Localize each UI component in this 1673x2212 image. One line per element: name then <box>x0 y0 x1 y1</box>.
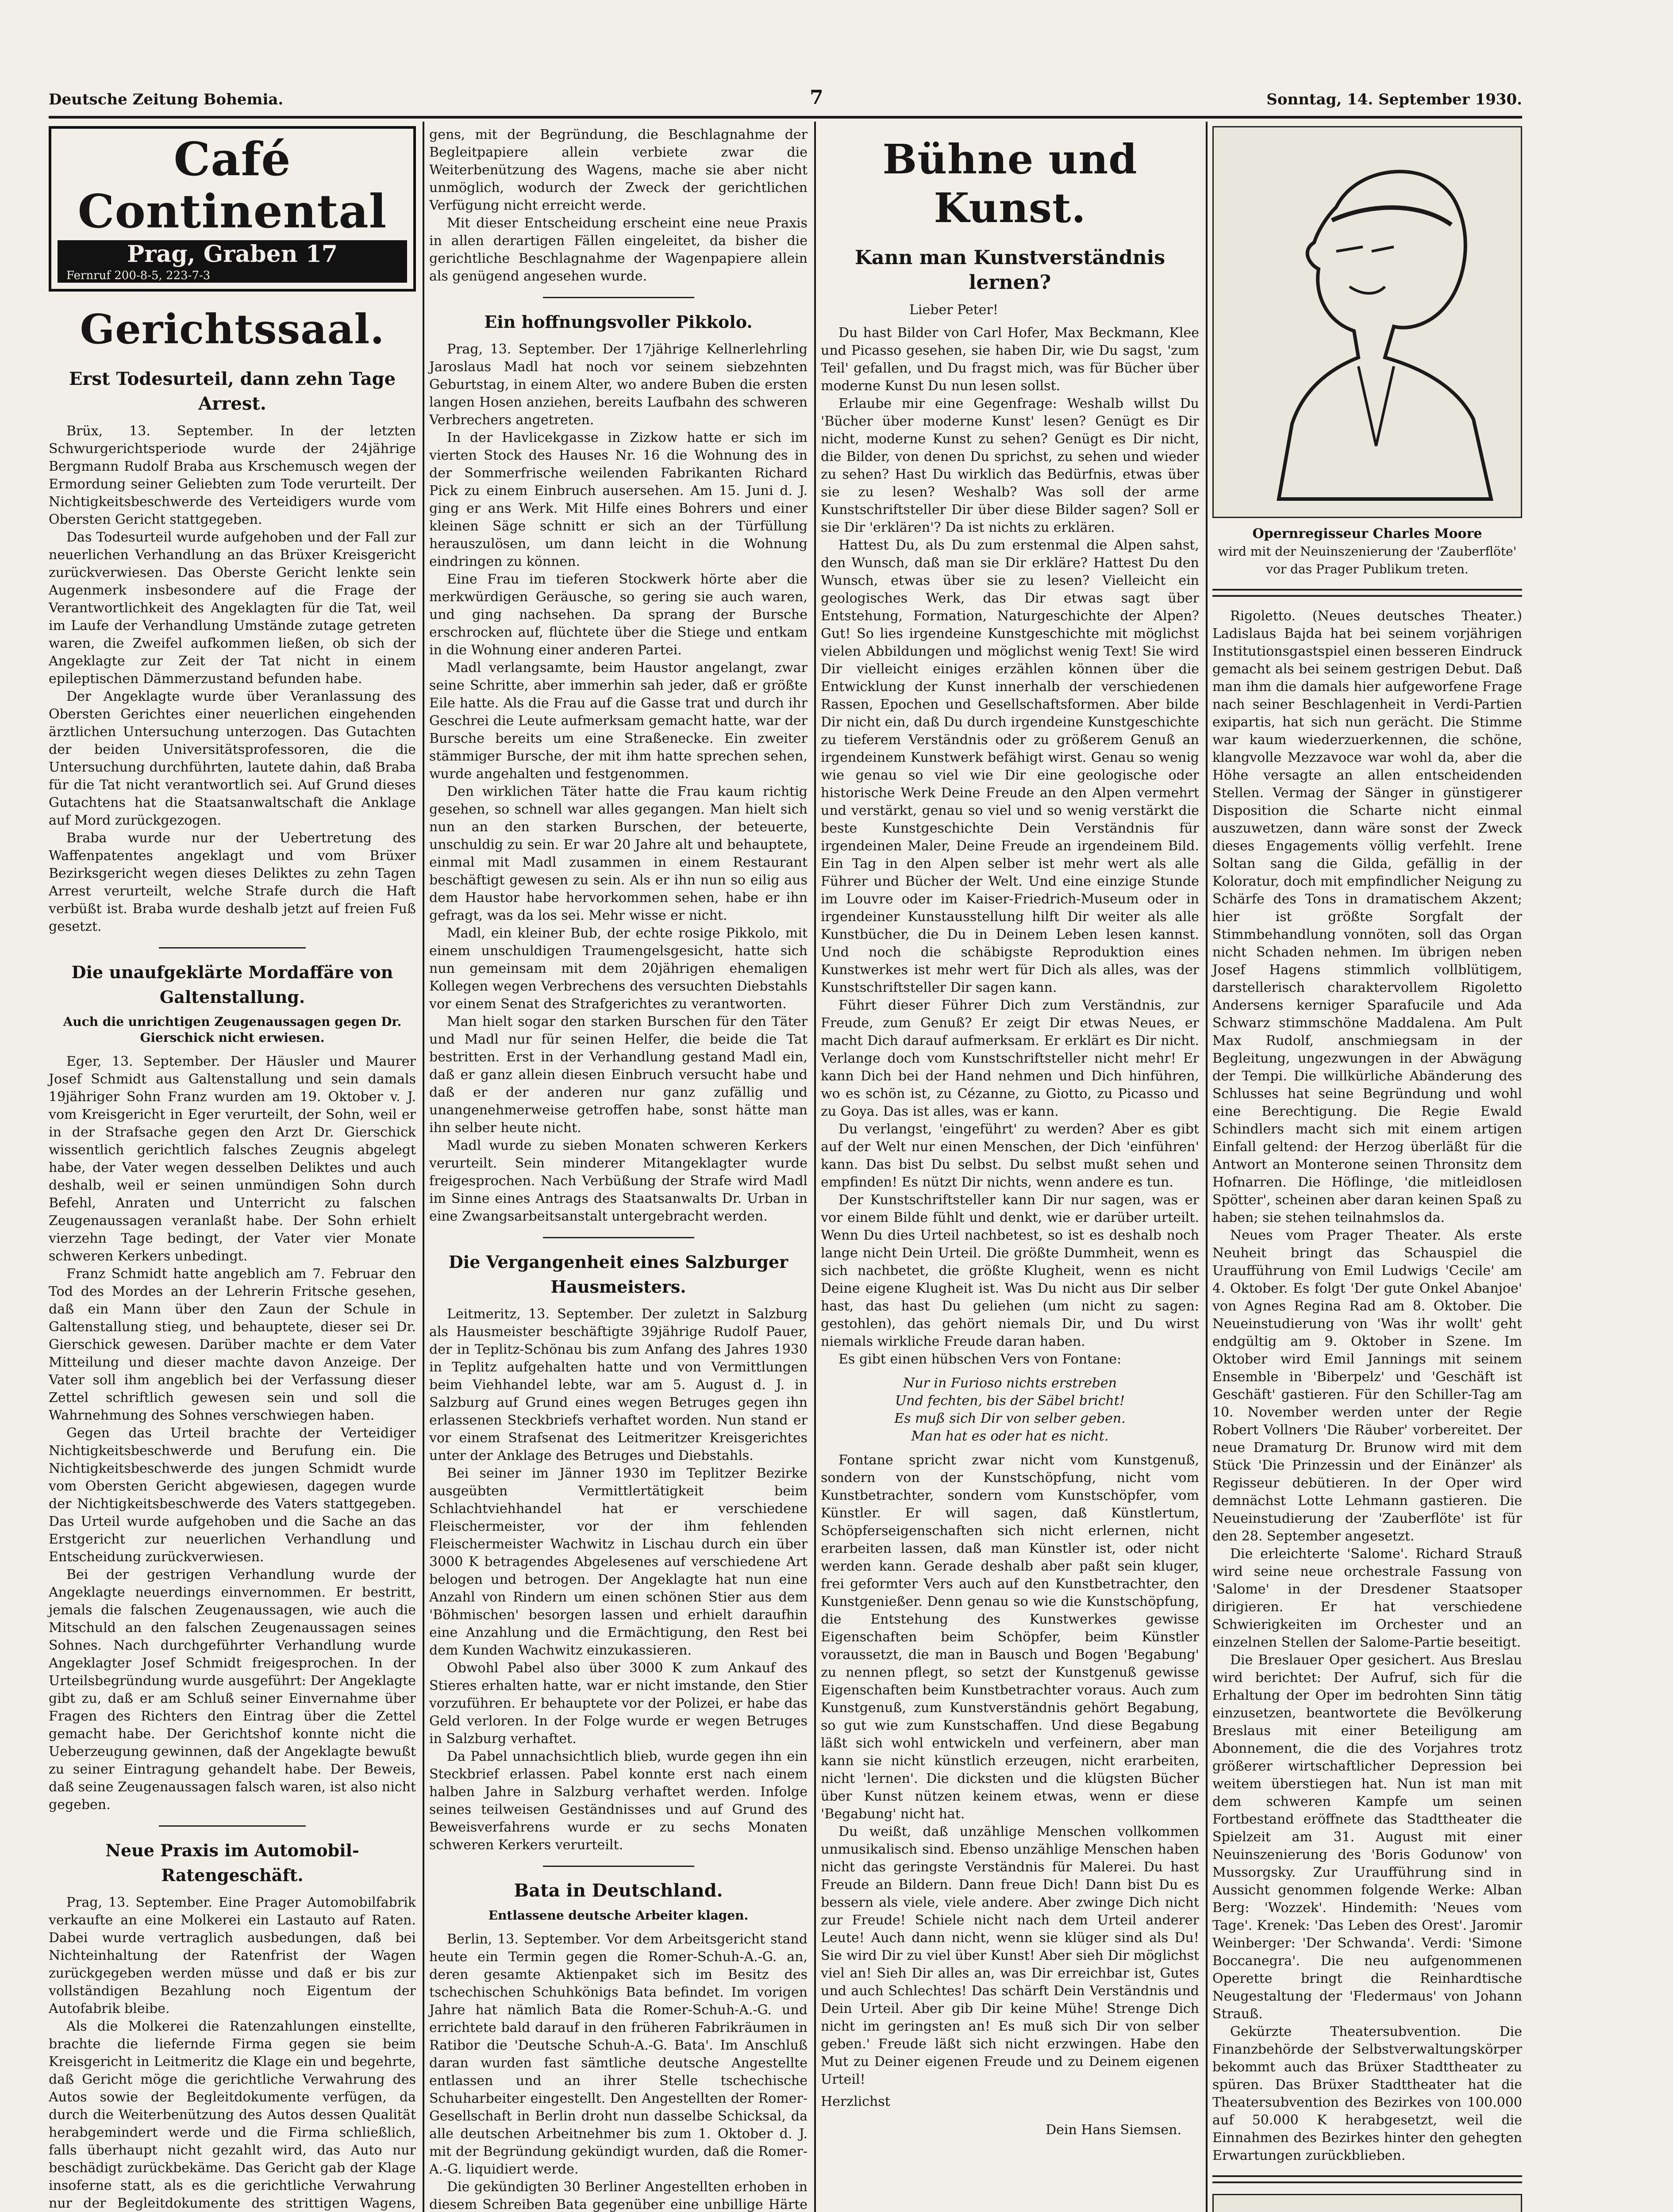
article-title: Ein hoffnungsvoller Pikkolo. <box>484 312 753 332</box>
paragraph: Der Kunstschriftsteller kann Dir nur sagen, was er vor einem Bilde fühlt und denkt, wie er darüber urteilt. Wenn Du dies Urteil nachbetest, so ist es deshalb noch lange nicht Dein Urteil. Die größte Dummheit, wenn es sich nachbetet, die größte Klugheit, wenn es nicht Deine eigene Klugheit ist. Was Du nicht aus Dir selber hast, das hast Du geliehen (um nicht zu sagen: gestohlen), das gehört niemals Dir, und Du wirst niemals wirkliche Freude daran haben. <box>821 1192 1199 1349</box>
paper-name: Deutsche Zeitung Bohemia. <box>49 91 284 108</box>
paragraph: Den wirklichen Täter hatte die Frau kaum richtig gesehen, so schnell war alles gegangen. Man hielt sich nun an den starken Burschen, der beteuerte, unschuldig zu sein. Er war 20 Jahre alt und behauptete, einmal mit Madl zusammen in einem Restaurant beschäftigt gewesen zu sein. Als er ihn nun so eilig aus dem Haustor habe hervorkommen sehen, habe er ihn gefragt, was da los sei. Mehr wisse er nicht. <box>429 784 808 923</box>
paragraph: Die gekündigten 30 Berliner Angestellten erhoben in diesem Schreiben Bata gegenüber eine unbillige Härte <box>429 2179 808 2212</box>
column-3 <box>821 126 1199 2139</box>
verse-line: Nur in Furioso nichts erstreben <box>903 1375 1117 1391</box>
paragraph: Es gibt einen hübschen Vers von Fontane: <box>838 1352 1122 1367</box>
verse-line: Es muß sich Dir von selber geben. <box>894 1411 1126 1426</box>
paragraph: Mit dieser Entscheidung erscheint eine neue Praxis in allen derartigen Fällen eingeleitet, da bisher die gerichtliche Beschlagnahme der Wagenpapiere allein als genügend angesehen wurde. <box>429 215 808 284</box>
paragraph: Die erleichterte 'Salome'. Richard Strauß wird seine neue orchestrale Fassung von 'Salome' in der Dresdener Staatsoper dirigieren. Er hat verschiedene Schwierigkeiten im Orchester und an einzelnen Stellen der Salome-Partie beseitigt. <box>1212 1546 1522 1650</box>
paragraph: Erlaube mir eine Gegenfrage: Weshalb willst Du 'Bücher über moderne Kunst' lesen? Genügt es Dir nicht, moderne Kunst zu sehen? Genügt es Dir nicht, die Bilder, von denen Du sprichst, zu sehen und wieder zu sehen? Hast Du wirklich das Bedürfnis, etwas über sie zu lesen? Weshalb? Was soll der arme Kunstschriftsteller Dir über diese Bilder sagen? Soll er sie Dir 'erklären'? Da ist nichts zu erklären. <box>821 396 1199 535</box>
separator <box>159 1825 306 1827</box>
paragraph: Gekürzte Theatersubvention. Die Finanzbehörde der Selbstverwaltungskörper bekommt auch das Brüxer Stadttheater zu spüren. Das Brüxer Stadttheater hat die Theatersubvention des Bezirkes von 100.000 auf 50.000 K herabgesetzt, weil die Einnahmen des Bezirkes hinter den gehegten Erwartungen zurückblieben. <box>1212 2024 1522 2163</box>
paragraph: Fontane spricht zwar nicht vom Kunstgenuß, sondern von der Kunstschöpfung, nicht vom Kunstbetrachter, sondern vom Kunstschöpfer, vom Künstler. Er will sagen, daß Künstlertum, Schöpferseigenschaften sich nicht erlernen, nicht erarbeiten lassen, daß man Künstler ist, oder nicht werden kann. Gerade deshalb aber paßt sein kluger, frei geformter Vers auch auf den Kunstbetrachter, den Kunstgenießer. Denn genau so wie die Kunstschöpfung, die Entstehung des Kunstwerkes gewisse Eigenschaften beim Schöpfer, beim Künstler voraussetzt, die man in Bausch und Bogen 'Begabung' zu nennen pflegt, so setzt der Kunstgenuß gewisse Eigenschaften beim Kunstbetrachter voraus. Auch zum Kunstgenuß, zum Kunstverständnis gehört Begabung, so gut wie zum Kunstschaffen. Und diese Begabung läßt sich wohl entwickeln und verfeinern, aber man kann sie nicht künstlich erzeugen, nicht erarbeiten, nicht 'lernen'. Die dicksten und die klügsten Bücher über Kunst nützen keinem etwas, wenn er diese 'Begabung' nicht hat. <box>821 1452 1199 1822</box>
paragraph: Prag, 13. September. Eine Prager Automobilfabrik verkaufte an eine Molkerei ein Lastauto auf Raten. Dabei wurde vertraglich ausbedungen, daß bei Nichteinhaltung der Ratenfrist der Wagen zurückgegeben werden müsse und daß er bis zur vollständigen Bezahlung noch Eigentum der Autofabrik bleibe. <box>49 1895 416 2016</box>
masthead <box>49 86 1522 113</box>
column-rule <box>423 122 424 2212</box>
article-title: Neue Praxis im Automobil-Ratengeschäft. <box>105 1840 359 1885</box>
paragraph: Als die Molkerei die Ratenzahlungen einstellte, brachte die liefernde Firma gegen sie beim Kreisgericht in Leitmeritz die Klage ein und begehrte, daß Gericht möge die gerichtliche Verwahrung des Autos sowie der Begleitdokumente verfügen, da durch die Weiterbenützung des Autos dessen Qualität herabgemindert werde und die Firma schließlich, falls überhaupt nicht gezahlt wird, das Auto nur beschädigt zurückbekäme. Das Gericht gab der Klage insoferne statt, als es die gerichtliche Verwahrung nur der Begleitdokumente des strittigen Wagens, <box>49 2019 416 2211</box>
paragraph: Die Breslauer Oper gesichert. Aus Breslau wird berichtet: Der Aufruf, sich für die Erhaltung der Oper im bedrohten Sinn tätig einzusetzen, beantwortete die Bevölkerung Breslaus mit einer Beteiligung am Abonnement, die die des Vorjahres trotz größerer wirtschaftlicher Depression bei weitem überstiegen hat. Nun ist man mit dem schweren Kampfe um seinen Fortbestand eröffnete das Stadttheater die Spielzeit am 31. August mit einer Neuinszenierung des 'Boris Godunow' von Mussorgsky. Zur Uraufführung sind in Aussicht genommen folgende Werke: Alban Berg: 'Wozzek'. Hindemith: 'Neues vom Tage'. Krenek: 'Das Leben des Orest'. Jaromir Weinberger: 'Der Schwanda'. Verdi: 'Simone Boccanegra'. Die neu aufgenommenen Operette bringt die Reinhardtische Neugestaltung der 'Fledermaus' von Johann Strauß. <box>1212 1652 1522 2022</box>
paragraph: Neues vom Prager Theater. Als erste Neuheit bringt das Schauspiel die Uraufführung von Emil Ludwigs 'Cecile' am 4. Oktober. Es folgt 'Der gute Onkel Abanjoe' von Agnes Regina Rad am 8. Oktober. Die Neueinstudierung von 'Was ihr wollt' geht endgültig am 9. Oktober in Szene. Im Oktober wird Emil Jannings mit seinem Ensemble in 'Biberpelz' und 'Geschäft ist Geschäft' gastieren. Für den Schiller-Tag am 10. November werden unter der Regie Robert Vollners 'Die Räuber' vorbereitet. Der neue Dramaturg Dr. Brunow wird mit dem Stück 'Die Prinzessin und der Einänzer' als Regisseur debütieren. In der Oper wird demnächst Lotte Lehmann gastieren. Die Neueinstudierung der 'Zauberflöte' ist für den 28. September angesetzt. <box>1212 1228 1522 1544</box>
paragraph: Das Todesurteil wurde aufgehoben und der Fall zur neuerlichen Verhandlung an das Brüxer Kreisgericht zurückverwiesen. Das Oberste Gericht lenkte sein Augenmerk insbesondere auf die Frage der Verantwortlichkeit des Angeklagten für die Tat, weil im Laufe der Verhandlung Umstände zutage getreten waren, die Zweifel aufkommen ließen, ob sich der Angeklagte zur Zeit der Tat nicht in einem epileptischen Dämmerzustand befunden habe. <box>49 530 416 687</box>
paragraph: Prag, 13. September. Der 17jährige Kellnerlehrling Jaroslaus Madl hat noch vor seinem siebzehnten Geburtstag, in einem Alter, wo andere Buben die ersten langen Hosen anziehen, bereits Laufbahn des schweren Verbrechers angetreten. <box>429 342 808 428</box>
portrait-sketch-icon <box>1226 136 1509 508</box>
verse-line: Man hat es oder hat es nicht. <box>911 1429 1109 1444</box>
paragraph: In der Havlicekgasse in Zizkow hatte er sich im vierten Stock des Hauses Nr. 16 die Wohnung des in der Sommerfrische weilenden Fabrikanten Richard Pick zu einem Einbruch ausersehen. Am 15. Juni d. J. ging er ans Werk. Mit Hilfe eines Bohrers und einer kleinen Säge schnitt er sich an der Türfüllung herauszulösen, um dann leicht in die Wohnung eindringen zu können. <box>429 430 808 569</box>
portrait-caption-title: Opernregisseur Charles Moore <box>1252 526 1482 541</box>
paragraph: Gegen das Urteil brachte der Verteidiger Nichtigkeitsbeschwerde und Berufung ein. Die Nichtigkeitsbeschwerde des jungen Schmidt wurde vom Obersten Gericht abgewiesen, dagegen wurde der Nichtigkeitsbeschwerde des Vaters stattgegeben. Das Urteil wurde aufgehoben und die Sache an das Erstgericht zur neuerlichen Verhandlung und Entscheidung zurückverwiesen. <box>49 1425 416 1565</box>
article-subtitle: Entlassene deutsche Arbeiter klagen. <box>488 1908 749 1923</box>
separator <box>543 297 694 298</box>
paragraph: Hattest Du, als Du zum erstenmal die Alpen sahst, den Wunsch, daß man sie Dir erkläre? Hattest Du den Wunsch, etwas über sie zu lesen? Vielleicht ein geologisches Werk, das Dir etwas sagt über Entstehung, Formation, Naturgeschichte der Alpen? Gut! So lies irgendeine Kunstgeschichte mit möglichst vielen Abbildungen und möglichst wenig Text! Sie wird Dir vielleicht einiges erzählen können über die Entwicklung der Kunst innerhalb der verschiedenen Rassen, Epochen und Gesellschaftsformen. Aber bilde Dir nicht ein, daß Du durch irgendeine Kunstgeschichte zu tieferem Verständnis oder zu größerem Genuß an irgendeinem Kunstwerk befähigt wirst. Genau so wenig wie genau so viel wie Dir eine geologische oder historische Werk Deine Freude an den Alpen vermehrt und verstärkt, genau so viel und so wenig verstärkt die beste Kunstgeschichte Dein Verständnis für irgendeinen Maler, Deine Freude an irgendeinem Bild. Ein Tag in den Alpen selber ist mehr wert als alle Führer und Bücher der Welt. Und eine einzige Stunde im Louvre oder im Kaiser-Friedrich-Museum oder in irgendeiner Kunstausstellung hilft Dir weiter als alle Kunstbücher, die Du in Deinem Leben lesen kannst. Und noch die schäbigste Reproduktion eines Kunstwerkes ist mehr wert für Dich als alles, was der Kunstschriftsteller Dir sagen kann. <box>821 538 1199 995</box>
paragraph: Man hielt sogar den starken Burschen für den Täter und Madl nur für seinen Helfer, die beide die Tat bestritten. Erst in der Verhandlung gestand Madl ein, daß er ganz allein diesen Einbruch versucht habe und daß er der anderen nur ganz zufällig und unangenehmerweise getroffen habe, sonst hätte man ihn selber heute nicht. <box>429 1014 808 1136</box>
article-title: Die unaufgeklärte Mordaffäre von Galtenstallung. <box>71 962 393 1007</box>
section-heading: Gerichtssaal. <box>80 305 385 353</box>
ad-address: Prag, Graben 17 <box>58 240 407 269</box>
paragraph: Madl, ein kleiner Bub, der echte rosige Pikkolo, mit einem unschuldigen Traumengelsgesicht, hatte sich nun gemeinsam mit dem 20jährigen ehemaligen Kollegen wegen Verbrechens des versuchten Diebstahls vor einem Senat des Strafgerichtes zu verantworten. <box>429 926 808 1012</box>
paragraph: Rigoletto. (Neues deutsches Theater.) Ladislaus Bajda hat bei seinem vorjährigen Institutionsgastspiel einen besseren Eindruck gemacht als bei seinem gestrigen Debut. Daß man ihm die damals hier aufgeworfene Frage nach seiner Beschlagenheit in Verdi-Partien exipartis, hat sich nun gerächt. Die Stimme war kaum wiederzuerkennen, die schöne, klangvolle Mezzavoce war wohl da, aber die Höhe versagte an allen entscheidenden Stellen. Vermag der Sänger in günstigerer Disposition die Scharte nicht einmal auszuwetzen, dann wäre sonst der Zweck dieses Engagements völlig verfehlt. Irene Soltan sang die Gilda, gefällig in der Koloratur, doch mit empfindlicher Neigung zu Schärfe des Tons in dramatischem Akzent; hier ist größte Sorgfalt der Stimmbehandlung vonnöten, soll das Organ nicht Schaden nehmen. Im übrigen neben Josef Hagens stimmlich vollblütigem, darstellerisch charaktervollem Rigoletto Andersens kerniger Sparafucile und Ada Schwarz stimmschöne Maddalena. Am Pult Max Rudolf, anschmiegsam in der Begleitung, ungezwungen in der Abwägung der Tempi. Die willkürliche Abänderung des Schlusses hat seine Begründung und wohl eine Berechtigung. Die Regie Ewald Schindlers macht sich mit einem artigen Einfall geltend: der Herzog überläßt für die Antwort an Monterone seinen Thronsitz dem Hofnarren. Die Höflinge, 'die mitleidlosen Spötter', scheinen aber daran keinen Spaß zu haben; sie stehen teilnahmslos da. <box>1212 608 1522 1225</box>
paragraph: Madl wurde zu sieben Monaten schweren Kerkers verurteilt. Sein minderer Mitangeklagter wurde freigesprochen. Nach Verbüßung der Strafe wird Madl im Sinne eines Antrags des Staatsanwalts Dr. Urban in eine Zwangsarbeitsanstalt untergebracht werden. <box>429 1138 808 1224</box>
article-title: Bata in Deutschland. <box>514 1880 723 1901</box>
paragraph: Berlin, 13. September. Vor dem Arbeitsgericht stand heute ein Termin gegen die Romer-Schuh-A.-G. an, deren gesamte Aktienpaket sich im Besitz des tschechischen Schuhkönigs Bata befindet. Im vorigen Jahre hat nämlich Bata die Romer-Schuh-A.-G. und errichtete bald darauf in den früheren Fabrikräumen in Ratibor die 'Deutsche Schuh-A.-G. Bata'. Im Anschluß daran wurden fast sämtliche deutsche Angestellte entlassen und an ihrer Stelle tschechische Schuharbeiter eingestellt. Den Angestellten der Romer-Gesellschaft in Berlin droht nun dasselbe Schicksal, da alle deutschen Arbeitnehmer bis zum 1. Oktober d. J. mit der Begründung gekündigt wurden, daß die Romer-A.-G. liquidiert werde. <box>429 1932 808 2177</box>
paragraph: Du weißt, daß unzählige Menschen vollkommen unmusikalisch sind. Ebenso unzählige Menschen haben nicht das geringste Verständnis für Malerei. Du hast Freude an Bildern. Dann freue Dich! Dann bist Du es bessern als viele, viele andere. Aber zwinge Dich nicht zur Freude! Schiele nicht nach dem Urteil anderer Leute! Auch dann nicht, wenn sie klüger sind als Du! Sie wird Dir zu viel über Kunst! Aber sieh Dir möglichst viel an! Sieh Dir alles an, was Dir erreichbar ist, Gutes und auch Schlechtes! Das schärft Dein Verständnis und Dein Urteil. Aber gib Dir keine Mühe! Strenge Dich nicht im geringsten an! Es muß sich Dir von selber geben.' Freude läßt sich nicht erzwingen. Habe den Mut zu Deiner eigenen Freude und zu Deinem eigenen Urteil! <box>821 1824 1199 2087</box>
paragraph: Du verlangst, 'eingeführt' zu werden? Aber es gibt auf der Welt nur einen Menschen, der Dich 'einführen' kann. Das bist Du selbst. Du selbst mußt sehen und empfinden! Es nützt Dir nichts, wenn andere es tun. <box>821 1121 1199 1190</box>
separator <box>543 1866 694 1867</box>
separator <box>1212 589 1522 597</box>
paragraph: Madl verlangsamte, beim Haustor angelangt, zwar seine Schritte, aber immerhin sah jeder, daß er größte Eile hatte. Als die Frau auf die Gasse trat und durch ihr Geschrei die Leute aufmerksam gemacht hatte, war der Bursche bereits um eine Straßenecke. Ein zweiter stämmiger Bursche, der mit ihm hatte sprechen sehen, wurde angehalten und festgenommen. <box>429 660 808 782</box>
separator <box>159 947 306 949</box>
paragraph: Leitmeritz, 13. September. Der zuletzt in Salzburg als Hausmeister beschäftigte 39jährige Rudolf Pauer, der in Teplitz-Schönau bis zum Anfang des Jahres 1930 in Teplitz aufgehalten hatte und von Vermittlungen beim Viehhandel lebte, war am 5. August d. J. in Salzburg auf Grund eines wegen Betruges gegen ihn erlassenen Steckbriefs verhaftet worden. Nun stand er vor einem Strafsenat des Leitmeritzer Kreisgerichtes unter der Anklage des Betruges und Diebstahls. <box>429 1306 808 1463</box>
paragraph: Führt dieser Führer Dich zum Verständnis, zur Freude, zum Genuß? Er zeigt Dir etwas Neues, er macht Dich darauf aufmerksam. Er erklärt es Dir nicht. Verlange doch vom Kunstschriftsteller nicht mehr! Er kann Dich bei der Hand nehmen und Dich hinführen, wo es schön ist, zu Cézanne, zu Giotto, zu Picasso und zu Goya. Das ist alles, was er kann. <box>821 998 1199 1119</box>
paragraph: Bei seiner im Jänner 1930 im Teplitzer Bezirke ausgeübten Vermittlertätigkeit beim Schlachtviehhandel hat er verschiedene Fleischermeister, vor der ihm fehlenden Fleischermeister Wachwitz in Lischau durch ein über 3000 K betragendes Abgelesenes auf verschiedene Art belogen und betrogen. Der Angeklagte hat nun eine Anzahl von Rindern um einen schönen Stier aus dem 'Böhmischen' besorgen lassen und erhielt daraufhin eine Anzahlung und die Ermächtigung, den Rest bei dem Kunden Wachwitz einzukassieren. <box>429 1466 808 1658</box>
cartoon-sketch-icon <box>1221 2204 1513 2212</box>
ad-phone: Fernruf 200-8-5, 223-7-3 <box>58 269 407 283</box>
advertisement <box>49 126 416 292</box>
separator <box>543 1237 694 1238</box>
article-title: Die Vergangenheit eines Salzburger Hausmeisters. <box>448 1252 788 1297</box>
paragraph: Obwohl Pabel also über 3000 K zum Ankauf des Stieres erhalten hatte, war er nicht imstande, den Stier vorzuführen. Er behauptete vor der Polizei, er habe das Geld verloren. In der Folge wurde er wegen Betruges in Salzburg verhaftet. <box>429 1660 808 1747</box>
paragraph: Eger, 13. September. Der Häusler und Maurer Josef Schmidt aus Galtenstallung und sein damals 19jähriger Sohn Franz wurden am 19. Oktober v. J. vom Kreisgericht in Eger verurteilt, der Sohn, weil er in der Strafsache gegen den Arzt Dr. Gierschick wissentlich gerichtlich falsches Zeugnis abgelegt habe, der Vater wegen desselben Deliktes und auch deshalb, weil er seinen unmündigen Sohn durch Befehl, Anraten und Unterricht zu falschen Zeugenaussagen veranlaßt habe. Der Sohn erhielt vierzehn Tage bedingt, der Vater vier Monate schweren Kerkers unbedingt. <box>49 1054 416 1264</box>
paragraph: Da Pabel unnachsichtlich blieb, wurde gegen ihn ein Steckbrief erlassen. Pabel konnte erst nach einem halben Jahre in Salzburg verhaftet werden. Infolge seines teilweisen Geständnisses und auf Grund des Beweisverfahrens wurde er zu sechs Monaten schweren Kerkers verurteilt. <box>429 1749 808 1853</box>
column-1 <box>49 126 416 2212</box>
paragraph: Franz Schmidt hatte angeblich am 7. Februar den Tod des Mordes an der Lehrerin Fritsche gesehen, daß ein Mann über den Zaun der Schule in Galtenstallung stieg, und behauptete, dieser sei Dr. Gierschick gewesen. Darüber machte er dem Vater Mitteilung und dieser machte davon Anzeige. Der Vater soll ihm angeblich bei der Verfassung dieser Zettel schriftlich gewesen sein und soll die Wahrnehmung des Sohnes verschwiegen haben. <box>49 1266 416 1423</box>
paragraph: Brüx, 13. September. In der letzten Schwurgerichtsperiode wurde der 24jährige Bergmann Rudolf Braba aus Krschemusch wegen der Ermordung seiner Geliebten zum Tode verurteilt. Der Nichtigkeitsbeschwerde des Verteidigers wurde vom Obersten Gericht stattgegeben. <box>49 423 416 527</box>
paragraph: gens, mit der Begründung, die Beschlagnahme der Begleitpapiere allein verbiete zwar die Weiterbenützung des Wagens, mache sie aber nicht unmöglich, wodurch der Zweck der gerichtlichen Verfügung nicht erreicht werde. <box>429 127 808 213</box>
cartoon-illustration <box>1212 2194 1522 2212</box>
portrait-illustration <box>1212 126 1522 518</box>
article-title: Erst Todesurteil, dann zehn Tage Arrest. <box>69 369 396 414</box>
paragraph: Du hast Bilder von Carl Hofer, Max Beckmann, Klee und Picasso gesehen, sie haben Dir, wie Du sagst, 'zum Teil' gefallen, und Du fragst mich, was für Bücher über moderne Kunst Du nun lesen sollst. <box>821 325 1199 394</box>
paragraph: Bei der gestrigen Verhandlung wurde der Angeklagte neuerdings einvernommen. Er bestritt, jemals die falschen Zeugenaussagen, wie auch die Mitschuld an den falschen Zeugenaussagen seines Sohnes. Nach durchgeführter Verhandlung wurde Angeklagter Josef Schmidt freigesprochen. In der Urteilsbegründung wurde ausgeführt: Der Angeklagte gibt zu, daß er am Schluß seiner Einvernahme über Fragen des Richters den Eintrag über die Zettel gemacht habe. Der Gerichtshof konnte nicht die Ueberzeugung gewinnen, daß der Angeklagte bewußt zu seiner Eintragung gehandelt habe. Der Beweis, daß seine Zeugenaussagen falsch waren, ist also nicht gegeben. <box>49 1567 416 1813</box>
section-heading: Bühne und Kunst. <box>882 135 1138 232</box>
masthead-rule <box>49 116 1522 119</box>
paragraph: Braba wurde nur der Uebertretung des Waffenpatentes angeklagt und vom Brüxer Bezirksgericht wegen dieses Deliktes zu zehn Tagen Arrest verurteilt, welche Strafe durch die Haft verbüßt ist. Braba wurde deshalb jetzt auf freien Fuß gesetzt. <box>49 830 416 934</box>
signature: Dein Hans Siemsen. <box>1046 2122 1181 2138</box>
closing: Herzlichst <box>821 2094 890 2109</box>
verse-quote <box>821 1375 1199 1445</box>
article-subtitle: Auch die unrichtigen Zeugenaussagen gegen Dr. Gierschick nicht erwiesen. <box>63 1014 402 1045</box>
column-rule <box>814 122 816 2212</box>
paragraph: Der Angeklagte wurde über Veranlassung des Obersten Gerichtes einer neuerlichen eingehenden ärztlichen Untersuchung unterzogen. Das Gutachten der beiden Universitätsprofessoren, die die Untersuchung durchführten, lautete dahin, daß Braba für die Tat nicht verantwortlich sei. Auf Grund dieses Gutachtens hat die Staatsanwaltschaft die Anklage auf Mord zurückgezogen. <box>49 689 416 828</box>
article-title: Kann man Kunstverständnis lernen? <box>854 246 1165 294</box>
column-2 <box>429 126 808 2212</box>
verse-line: Und fechten, bis der Säbel bricht! <box>895 1393 1125 1409</box>
ad-brand: Café Continental <box>77 132 387 238</box>
column-rule <box>1206 122 1208 2212</box>
page-number: 7 <box>810 86 823 109</box>
column-4 <box>1212 126 1522 2212</box>
issue-date: Sonntag, 14. September 1930. <box>1266 91 1522 108</box>
paragraph: Eine Frau im tieferen Stockwerk hörte aber die merkwürdigen Geräusche, so gering sie auch waren, und ging nachsehen. Da sprang der Bursche erschrocken auf, flüchtete über die Stiege und entkam in die Wohnung einer anderen Partei. <box>429 572 808 658</box>
separator <box>1212 2175 1522 2183</box>
salutation: Lieber Peter! <box>909 302 998 318</box>
portrait-caption: wird mit der Neuinszenierung der 'Zauberflöte' vor das Prager Publikum treten. <box>1218 544 1517 576</box>
